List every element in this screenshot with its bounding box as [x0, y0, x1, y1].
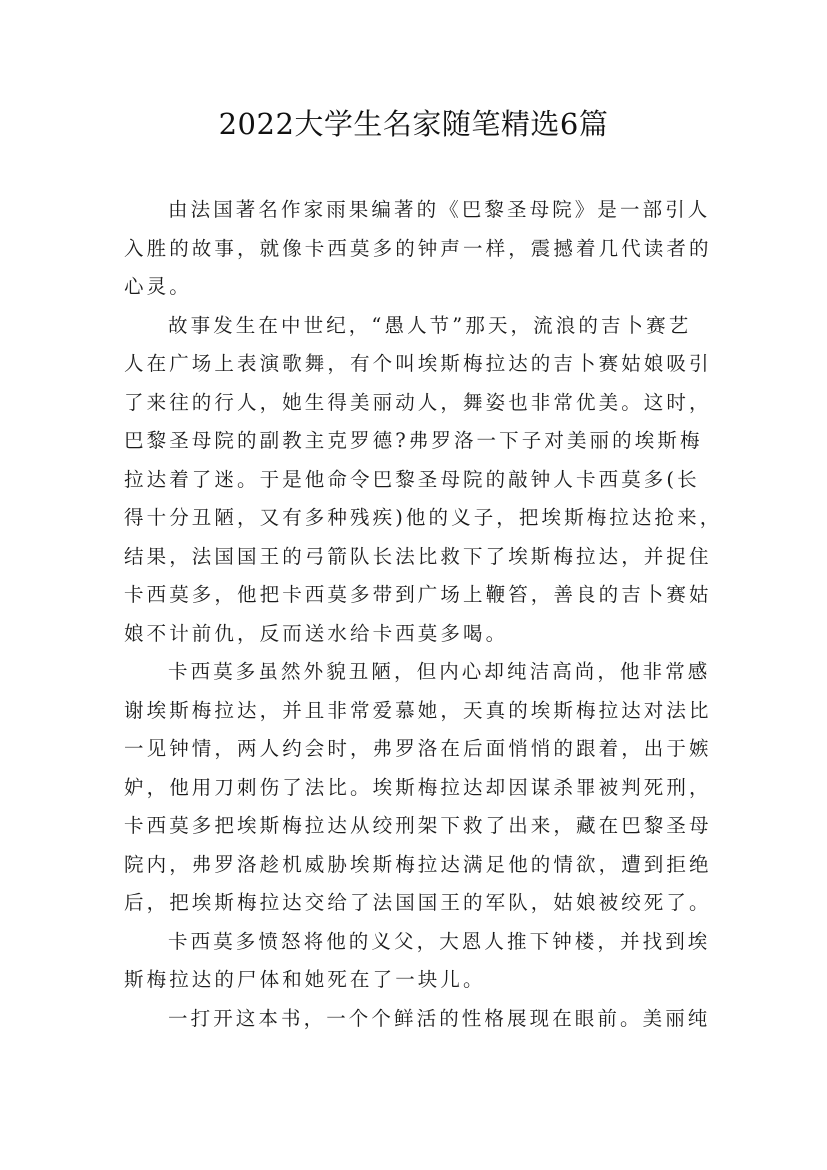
text-line: 后，把埃斯梅拉达交给了法国国王的军队，姑娘被绞死了。 — [124, 891, 712, 914]
text-line: 拉达着了迷。于是他命令巴黎圣母院的敲钟人卡西莫多(长 — [124, 467, 700, 491]
text-line: 结果，法国国王的弓箭队长法比救下了埃斯梅拉达，并捉住 — [124, 544, 712, 568]
text-line: 人在广场上表演歌舞，有个叫埃斯梅拉达的吉卜赛姑娘吸引 — [124, 352, 712, 375]
text-line: 卡西莫多，他把卡西莫多带到广场上鞭笞，善良的吉卜赛姑 — [124, 583, 712, 606]
text-line: 心灵。 — [124, 275, 192, 298]
text-line: 卡西莫多愤怒将他的义父，大恩人推下钟楼，并找到埃 — [168, 929, 711, 953]
text-line: 入胜的故事，就像卡西莫多的钟声一样，震撼着几代读者的 — [124, 236, 712, 260]
text-line: 院内，弗罗洛趁机威胁埃斯梅拉达满足他的情欲，遭到拒绝 — [124, 852, 712, 876]
text-line: 巴黎圣母院的副教主克罗德?弗罗洛一下子对美丽的埃斯梅 — [124, 429, 703, 452]
paragraph — [124, 653, 712, 923]
text-line: 了来往的行人，她生得美丽动人，舞姿也非常优美。这时， — [124, 390, 712, 414]
article-body — [124, 191, 723, 1038]
paragraph — [124, 923, 711, 1000]
text-line: 妒，他用刀刺伤了法比。埃斯梅拉达却因谋杀罪被判死刑， — [124, 775, 712, 799]
text-line: 斯梅拉达的尸体和她死在了一块儿。 — [124, 968, 486, 991]
paragraph — [124, 191, 712, 307]
page-title: 2022大学生名家随笔精选6篇 — [218, 107, 609, 141]
text-line: 由法国著名作家雨果编著的《巴黎圣母院》是一部引人 — [168, 198, 711, 221]
text-line: 得十分丑陋，又有多种残疾)他的义子，把埃斯梅拉达抢来， — [124, 506, 723, 529]
paragraph — [124, 307, 723, 654]
text-line: 一打开这本书，一个个鲜活的性格展现在眼前。美丽纯 — [168, 1006, 711, 1030]
text-line: 谢埃斯梅拉达，并且非常爱慕她，天真的埃斯梅拉达对法比 — [124, 698, 712, 722]
text-line: 一见钟情，两人约会时，弗罗洛在后面悄悄的跟着，出于嫉 — [124, 737, 712, 760]
text-line: 卡西莫多虽然外貌丑陋，但内心却纯洁高尚，他非常感 — [168, 660, 711, 683]
text-line: 娘不计前仇，反而送水给卡西莫多喝。 — [124, 621, 509, 645]
text-line: 故事发生在中世纪，“愚人节”那天，流浪的吉卜赛艺 — [168, 313, 692, 337]
paragraph — [124, 1000, 711, 1039]
text-line: 卡西莫多把埃斯梅拉达从绞刑架下救了出来，藏在巴黎圣母 — [124, 814, 712, 837]
